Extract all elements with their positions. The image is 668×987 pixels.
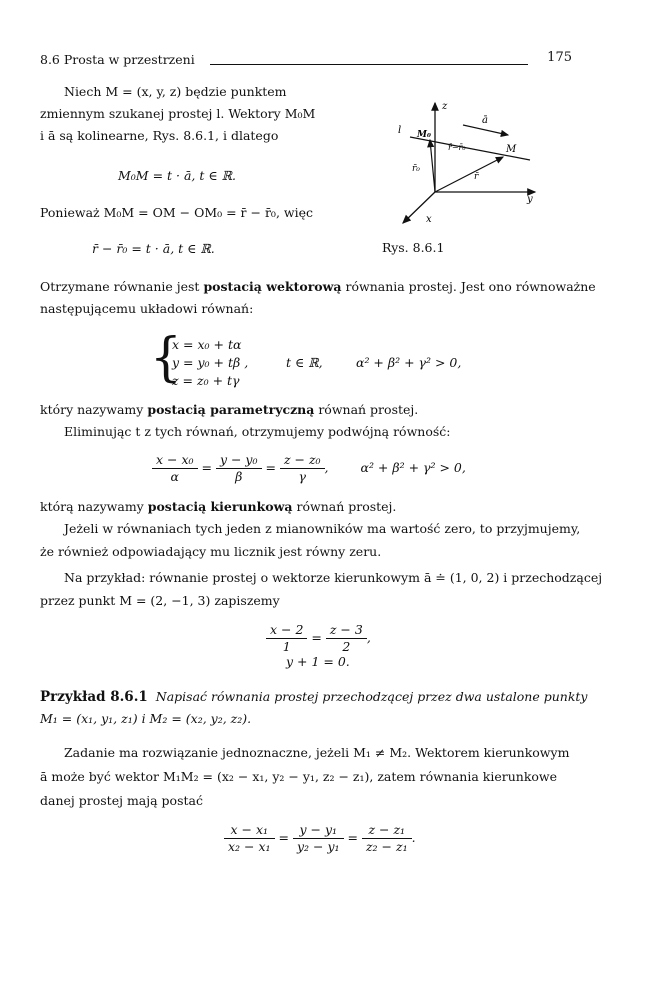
label-x: x <box>426 214 432 225</box>
numerator: x − x₁ <box>224 822 275 839</box>
fraction <box>362 822 412 855</box>
numerator: z − z₁ <box>362 822 412 839</box>
vector-a <box>463 125 508 135</box>
label-a: ā <box>482 115 488 126</box>
numerator: z − 3 <box>326 622 367 639</box>
vector-r <box>435 157 503 192</box>
figure-line-diagram <box>370 95 545 235</box>
numerator: x − x₀ <box>152 452 198 469</box>
equation-system <box>150 326 490 392</box>
fraction <box>280 452 325 485</box>
denominator: α <box>170 469 179 484</box>
equation-vector: r̄ − r̄₀ = t · ā, t ∈ ℝ. <box>92 241 215 256</box>
term-canonical-form: postacią kierunkową <box>147 499 293 514</box>
solution-line3: danej prostej mają postać <box>40 793 203 808</box>
condition-nonzero: α² + β² + γ² > 0, <box>360 460 466 475</box>
para-intro-line3: i ā są kolinearne, Rys. 8.6.1, i dlatego <box>40 128 279 143</box>
label-z: z <box>442 101 448 112</box>
solution-line1: Zadanie ma rozwiązanie jednoznaczne, jeżeli M₁ ≠ M₂. Wektorem kierunkowym <box>64 745 570 760</box>
fraction <box>216 452 262 485</box>
page-header <box>40 50 572 70</box>
example-label: Przykład 8.6.1 <box>40 689 148 705</box>
system-eq-x: x = x₀ + tα <box>172 337 242 352</box>
label-r0: r̄₀ <box>412 164 420 174</box>
system-cond-t: t ∈ ℝ, <box>286 355 323 370</box>
numerator: y − y₁ <box>293 822 344 839</box>
text-run: równań prostej. <box>314 402 419 417</box>
vector-r0 <box>430 140 435 192</box>
left-brace: { <box>150 326 182 388</box>
label-l: l <box>398 125 402 136</box>
fraction <box>326 622 367 655</box>
para-vector-form-line2: następującemu układowi równań: <box>40 301 254 316</box>
example-statement: Napisać równania prostej przechodzącej przez dwa ustalone punkty <box>155 689 588 704</box>
figure-caption: Rys. 8.6.1 <box>382 240 445 255</box>
denominator: 1 <box>282 639 291 654</box>
para-intro-line2: zmiennym szukanej prostej l. Wektory M₀M <box>40 106 316 121</box>
denominator: z₂ − z₁ <box>365 839 408 854</box>
system-cond-nonzero: α² + β² + γ² > 0, <box>356 355 462 370</box>
text-run: równania prostej. Jest ono równoważne <box>341 279 596 294</box>
numerator: y − y₀ <box>216 452 262 469</box>
label-y: y <box>527 194 533 205</box>
system-eq-y: y = y₀ + tβ , <box>172 355 249 370</box>
header-rule <box>210 64 528 65</box>
para-intro-line1: Niech M = (x, y, z) będzie punktem <box>64 84 287 99</box>
numerator: x − 2 <box>266 622 307 639</box>
fraction <box>293 822 344 855</box>
fraction <box>266 622 307 655</box>
para-zero-denominator-line1: Jeżeli w równaniach tych jeden z mianowników ma wartość zero, to przyjmujemy, <box>64 521 581 536</box>
section-title: 8.6 Prosta w przestrzeni <box>40 52 195 67</box>
fraction <box>152 452 198 485</box>
text-run: którą nazywamy <box>40 499 148 514</box>
denominator: y₂ − y₁ <box>296 839 340 854</box>
denominator: x₂ − x₁ <box>228 839 271 854</box>
text-run: który nazywamy <box>40 402 148 417</box>
para-example-line2: przez punkt M = (2, −1, 3) zapiszemy <box>40 593 280 608</box>
label-r: r̄ <box>474 172 479 182</box>
equation-two-points: $\frac{\text{x − x₁}}{\text{x₂ − x₁}}$ = $\frac{\text{y − y₁}}{\text{y₂ − y₁}}$ = $\frac{\text{z − z₁}}{\text{z₂ − z₁}}$ . <box>224 822 416 855</box>
text-run: Otrzymane równanie jest <box>40 279 204 294</box>
para-eliminating: Eliminując t z tych równań, otrzymujemy podwójną równość: <box>64 424 451 439</box>
example-statement-line2: M₁ = (x₁, y₁, z₁) i M₂ = (x₂, y₂, z₂). <box>40 711 252 726</box>
example-heading <box>40 686 640 708</box>
denominator: γ <box>298 469 306 484</box>
denominator: 2 <box>342 639 351 654</box>
page-number: 175 <box>547 50 572 65</box>
equation-example: $\frac{x - 2}{1}$ = $\frac{z - 3}{2}$ , <box>266 622 371 655</box>
solution-line2: ā może być wektor M₁M₂ = (x₂ − x₁, y₂ − y₁, z₂ − z₁), zatem równania kierunkowe <box>40 769 558 784</box>
label-r-minus-r0: r̄−r̄₀ <box>448 143 466 152</box>
term-vector-form: postacią wektorową <box>203 279 342 294</box>
para-canonical <box>40 496 396 518</box>
fraction <box>224 822 275 855</box>
para-example-line1: Na przykład: równanie prostej o wektorze kierunkowym ā ≐ (1, 0, 2) i przechodzącej <box>64 570 603 585</box>
label-m0: M₀ <box>417 130 431 140</box>
denominator: β <box>235 469 243 484</box>
equation-m0m: M₀M = t · ā, t ∈ ℝ. <box>118 168 236 183</box>
para-parametric <box>40 399 418 421</box>
term-parametric-form: postacią parametryczną <box>147 402 315 417</box>
equation-example-second: y + 1 = 0. <box>286 654 350 669</box>
numerator: z − z₀ <box>280 452 325 469</box>
text-run: równań prostej. <box>292 499 397 514</box>
system-eq-z: z = z₀ + tγ <box>172 373 240 388</box>
para-zero-denominator-line2: że również odpowiadający mu licznik jest równy zeru. <box>40 544 382 559</box>
para-vector-form <box>40 276 600 298</box>
para-ponieważ: Ponieważ M₀M = OM − OM₀ = r̄ − r̄₀, więc <box>40 205 313 220</box>
equation-canonical: $\frac{\text{x − x₀}}{\alpha}$ = $\frac{\text{y − y₀}}{\beta}$ = $\frac{\text{z − z₀}}{\gamma}$ , α² + β² + γ² > 0, <box>152 452 466 485</box>
label-m: M <box>506 144 517 155</box>
